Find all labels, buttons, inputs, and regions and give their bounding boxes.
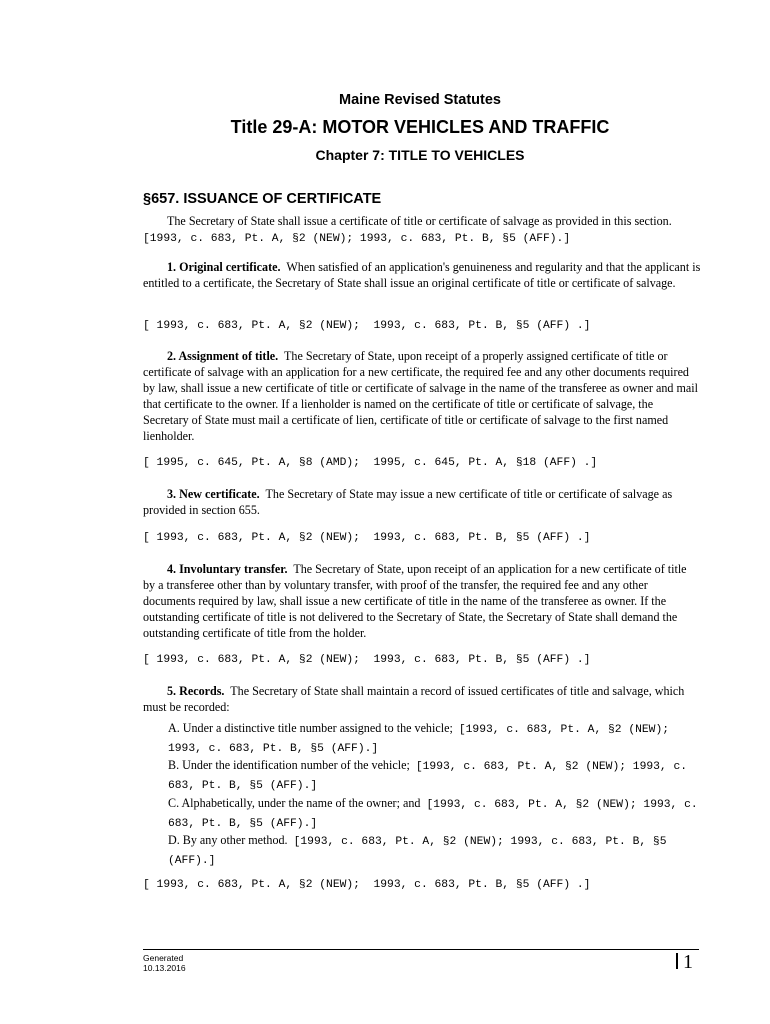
page-number-bar: [676, 953, 678, 969]
page-number: [676, 951, 693, 973]
statute-title: Title 29-A: MOTOR VEHICLES AND TRAFFIC: [230, 117, 610, 137]
collection-title: Maine Revised Statutes: [339, 92, 501, 108]
record-item-history: [1993, c. 683, Pt. A, §2 (NEW); 1993, c. 683, Pt. B, §5 (AFF).]: [168, 761, 688, 792]
record-item-history: [1993, c. 683, Pt. A, §2 (NEW); 1993, c. 683, Pt. B, §5 (AFF).]: [168, 836, 667, 867]
subsection-title: New certificate.: [179, 487, 260, 501]
subsection-text: When satisfied of an application's genuineness and regularity and that the applicant is entitled to a certificate, the Secretary of State shall issue an original certificate of title or certificate of salvage.: [143, 260, 701, 290]
subsection-text: The Secretary of State, upon receipt of an application for a new certificate of title by a transferee other than by voluntary transfer, with proof of the transfer, the required fee and any other documents required by law, shall issue a new certificate of title in the name of the transferee as owner. If the outstanding certificate of title is not delivered to the Secretary of State, the Secretary of State shall demand the outstanding certificate of title from the holder.: [143, 562, 687, 640]
record-item-text: A. Under a distinctive title number assigned to the vehicle;: [168, 721, 453, 735]
subsection-title: Records.: [179, 684, 225, 698]
subsection-text: The Secretary of State may issue a new certificate of title or certificate of salvage as provided in section 655.: [143, 487, 673, 517]
record-item-text: D. By any other method.: [168, 833, 288, 847]
record-item-history: [1993, c. 683, Pt. A, §2 (NEW); 1993, c. 683, Pt. B, §5 (AFF).]: [168, 799, 698, 830]
generated-label: Generated: [143, 953, 184, 963]
intro-text: The Secretary of State shall issue a certificate of title or certificate of salvage as provided in this section.: [167, 214, 672, 228]
subsection-number: 4: [167, 562, 174, 576]
subsection-1-history: [ 1993, c. 683, Pt. A, §2 (NEW); 1993, c. 683, Pt. B, §5 (AFF) .]: [143, 320, 591, 332]
subsection-3-history: [ 1993, c. 683, Pt. A, §2 (NEW); 1993, c. 683, Pt. B, §5 (AFF) .]: [143, 532, 591, 544]
record-item-d: [168, 832, 698, 870]
record-item-history: [1993, c. 683, Pt. A, §2 (NEW); 1993, c. 683, Pt. B, §5 (AFF).]: [168, 724, 670, 755]
subsection-2: 2. Assignment of title. The Secretary of State, upon receipt of a properly assigned certificate of title or certificate of salvage with an application for a new certificate, the required fee and any other documents required by law, shall issue a new certificate of title or certificate of salvage in the name of the transferee as owner and mail that certificate to the owner. If a lienholder is named on the certificate of title or certificate of salvage, the Secretary of State must mail a certificate of lien, certificate of title or certificate of salvage to the first named lienholder.: [143, 349, 698, 443]
record-item-b: [168, 757, 698, 795]
footer-generated: [143, 953, 186, 973]
subsection-number: 5: [167, 684, 174, 698]
record-item-text: C. Alphabetically, under the name of the owner; and: [168, 796, 421, 810]
subsection-5-history: [ 1993, c. 683, Pt. A, §2 (NEW); 1993, c. 683, Pt. B, §5 (AFF) .]: [143, 879, 591, 891]
subsection-3: 3. New certificate. The Secretary of State may issue a new certificate of title or certificate of salvage as provided in section 655.: [143, 487, 673, 517]
subsection-number: 3: [167, 487, 174, 501]
page-number-value: 1: [683, 951, 693, 973]
subsection-title: Assignment of title.: [178, 349, 279, 363]
subsection-number: 2: [167, 349, 174, 363]
generated-date: 10.13.2016: [143, 963, 186, 973]
intro-history-note: [1993, c. 683, Pt. A, §2 (NEW); 1993, c. 683, Pt. B, §5 (AFF).]: [143, 233, 571, 245]
subsection-4-history: [ 1993, c. 683, Pt. A, §2 (NEW); 1993, c. 683, Pt. B, §5 (AFF) .]: [143, 654, 591, 666]
record-item-text: B. Under the identification number of the vehicle;: [168, 758, 410, 772]
subsection-title: Involuntary transfer.: [179, 562, 288, 576]
section-heading: §657. ISSUANCE OF CERTIFICATE: [143, 191, 382, 207]
subsection-title: Original certificate.: [179, 260, 281, 274]
subsection-text: The Secretary of State shall maintain a record of issued certificates of title and salvage, which must be recorded:: [143, 684, 685, 714]
record-item-a: [168, 720, 698, 758]
chapter-title: Chapter 7: TITLE TO VEHICLES: [315, 147, 525, 163]
footer-divider: [143, 949, 699, 950]
record-item-c: [168, 795, 698, 833]
section-intro: [143, 213, 701, 247]
subsection-1: 1. Original certificate. When satisfied of an application's genuineness and regularity and that the applicant is entitled to a certificate, the Secretary of State shall issue an original certificate of title or certificate of salvage.: [143, 260, 701, 290]
subsection-2-history: [ 1995, c. 645, Pt. A, §8 (AMD); 1995, c. 645, Pt. A, §18 (AFF) .]: [143, 457, 598, 469]
subsection-number: 1: [167, 260, 174, 274]
subsection-4: 4. Involuntary transfer. The Secretary of State, upon receipt of an application for a new certificate of title by a transferee other than by voluntary transfer, with proof of the transfer, the required fee and any other documents required by law, shall issue a new certificate of title in the name of the transferee as owner. If the outstanding certificate of title is not delivered to the Secretary of State, the Secretary of State shall demand the outstanding certificate of title from the holder.: [143, 562, 687, 640]
subsection-5: 5. Records. The Secretary of State shall maintain a record of issued certificates of title and salvage, which must be recorded:: [143, 684, 685, 714]
subsection-text: The Secretary of State, upon receipt of a properly assigned certificate of title or certificate of salvage with an application for a new certificate, the required fee and any other documents required by law, shall issue a new certificate of title or certificate of salvage in the name of the transferee as owner and mail that certificate to the owner. If a lienholder is named on the certificate of title or certificate of salvage, the Secretary of State must mail a certificate of lien, certificate of title or certificate of salvage to the first named lienholder.: [143, 349, 698, 443]
